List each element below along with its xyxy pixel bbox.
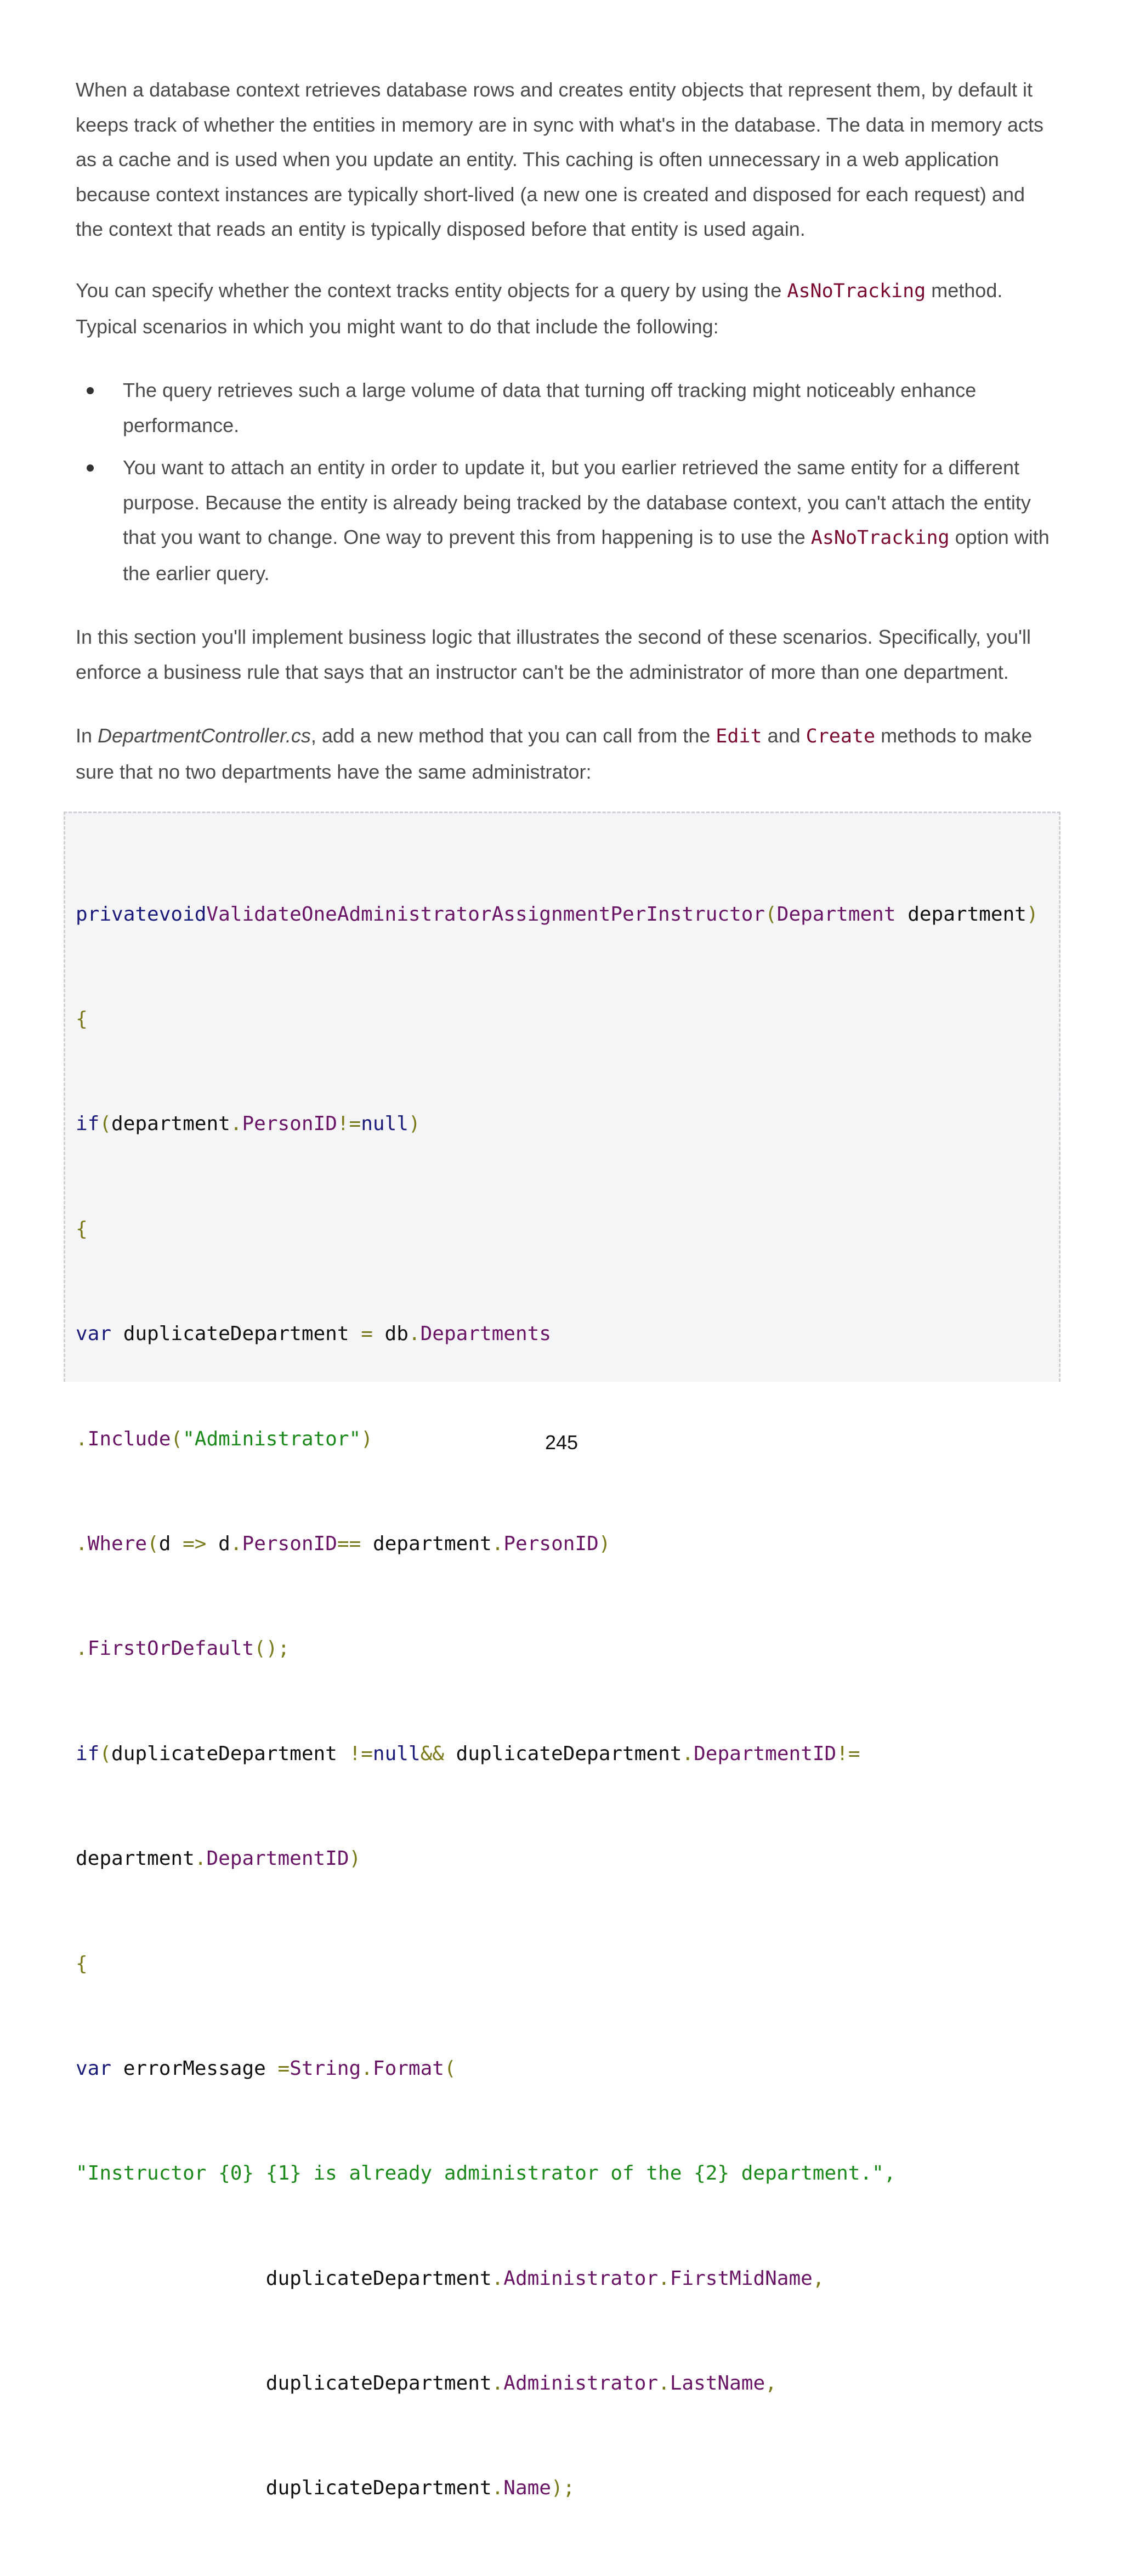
code-line: department.DepartmentID) [76, 1847, 361, 1870]
code-line: duplicateDepartment.Administrator.LastName, [76, 2372, 777, 2395]
paragraph-text: methods to make sure that no two departments have the same administrator: [76, 724, 1033, 783]
code-line: { [76, 1217, 88, 1240]
paragraph-business-logic [76, 620, 1052, 689]
scenario-list [76, 373, 1052, 591]
code-line: privatevoidValidateOneAdministratorAssignmentPerInstructor(Department department) [76, 903, 1039, 926]
list-item-text: option with the earlier query. [123, 526, 1050, 585]
inline-code-edit: Edit [716, 725, 762, 747]
inline-code-asnotracking: AsNoTracking [787, 280, 926, 302]
paragraph-text: , add a new method that you can call from the [310, 724, 716, 747]
code-line: duplicateDepartment.Administrator.FirstMidName, [76, 2267, 825, 2290]
list-item-text: You want to attach an entity in order to update it, but you earlier retrieved the same entity for a different purpose. Because the entity is already being tracked by the database context, you can't attach the entity that you want to change. One way to prevent this from happening is to use the [123, 456, 1031, 548]
paragraph-text: You can specify whether the context tracks entity objects for a query by using the [76, 279, 787, 302]
code-line: { [76, 1952, 88, 1975]
code-block [76, 827, 1039, 2576]
bullet-icon [87, 464, 94, 472]
inline-code-create: Create [806, 725, 876, 747]
code-line: .FirstOrDefault(); [76, 1637, 290, 1660]
list-item [76, 450, 1052, 591]
code-line: "Instructor {0} {1} is already administrator of the {2} department.", [76, 2162, 896, 2185]
code-line: if(duplicateDepartment !=null&& duplicateDepartment.DepartmentID!= [76, 1742, 860, 1765]
paragraph-add-method [76, 718, 1052, 789]
paragraph-text: method. Typical scenarios in which you might want to do that include the following: [76, 279, 1003, 338]
code-line: if(department.PersonID!=null) [76, 1113, 421, 1136]
code-line: var errorMessage =String.Format( [76, 2057, 456, 2080]
bullet-icon [87, 387, 94, 394]
paragraph-text: In this section you'll implement business logic that illustrates the second of these scenarios. Specifically, you'll enforce a business rule that says that an instructor can't be the administrator of more than one department. [76, 626, 1031, 683]
code-line: var duplicateDepartment = db.Departments [76, 1323, 552, 1346]
list-item [76, 373, 1052, 442]
list-item-text: The query retrieves such a large volume of data that turning off tracking might noticeably enhance performance. [123, 379, 977, 436]
paragraph-text: When a database context retrieves database rows and creates entity objects that represent them, by default it keeps track of whether the entities in memory are in sync with what's in the database. The data in memory acts as a cache and is used when you update an entity. This caching is often unnecessary in a web application because context instances are typically short-lived (a new one is created and disposed for each request) and the context that reads an entity is typically disposed before that entity is used again. [76, 78, 1044, 240]
code-line: .Where(d => d.PersonID== department.PersonID) [76, 1532, 611, 1555]
code-line: { [76, 1007, 88, 1030]
code-line: duplicateDepartment.Name); [76, 2477, 575, 2500]
page-number: 245 [545, 1431, 578, 1454]
paragraph-text: and [762, 724, 806, 747]
paragraph-tracking-intro [76, 72, 1052, 247]
paragraph-asnotracking [76, 273, 1052, 344]
file-name: DepartmentController.cs [98, 724, 311, 747]
code-line: .Include("Administrator") [76, 1427, 373, 1450]
paragraph-text: In [76, 724, 98, 747]
inline-code-asnotracking: AsNoTracking [810, 527, 950, 549]
